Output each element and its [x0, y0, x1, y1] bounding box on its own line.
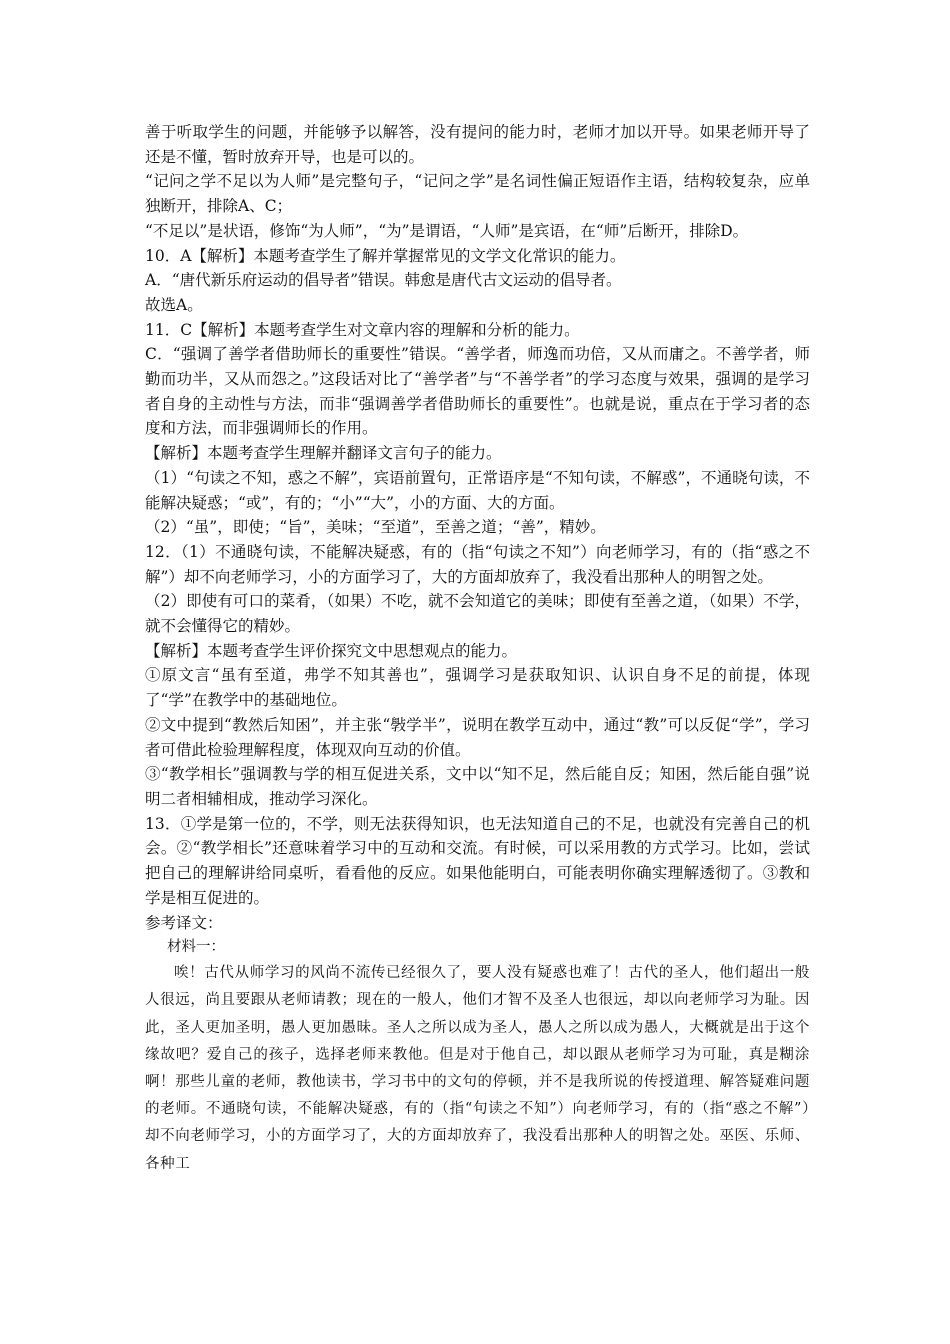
- answer-paragraph: C．“强调了善学者借助师长的重要性”错误。“善学者，师逸而功倍，又从而庸之。不善学者，师勤而功半，又从而怨之。”这段话对比了“善学者”与“不善学者”的学习态度与效果，强调的是学习者自身的主动性与方法，而非“强调善学者借助师长的重要性”。也就是说，重点在于学习者的态度和方法，而非强调师长的作用。: [145, 345, 810, 438]
- answer-section: [145, 120, 810, 911]
- answer-paragraph: 12．（1）不通晓句读，不能解决疑惑，有的（指“句读之不知”）向老师学习，有的（指“惑之不解”）却不向老师学习，小的方面学习了，大的方面却放弃了，我没看出那种人的明智之处。: [145, 542, 810, 586]
- answer-paragraph: （2）即使有可口的菜肴，（如果）不吃，就不会知道它的美味；即使有至善之道，（如果）不学，就不会懂得它的精妙。: [145, 592, 810, 636]
- answer-paragraph: A．“唐代新乐府运动的倡导者”错误。韩愈是唐代古文运动的倡导者。: [145, 271, 622, 290]
- answer-paragraph: 【解析】本题考查学生评价探究文中思想观点的能力。: [145, 641, 518, 660]
- answer-paragraph: 【解析】本题考查学生理解并翻译文言句子的能力。: [145, 444, 502, 463]
- answer-paragraph: ②文中提到“教然后知困”，并主张“斅学半”，说明在教学互动中，通过“教”可以反促“学”，学习者可借此检验理解程度，体现双向互动的价值。: [145, 715, 810, 759]
- page-content: [145, 120, 810, 1178]
- answer-paragraph: 10．A【解析】本题考查学生了解并掌握常见的文学文化常识的能力。: [145, 246, 626, 265]
- answer-paragraph: ①原文言“虽有至道，弗学不知其善也”，强调学习是获取知识、认识自身不足的前提，体现了“学”在教学中的基础地位。: [145, 666, 810, 710]
- answer-paragraph: ③“教学相长”强调教与学的相互促进关系，文中以“知不足，然后能自反；知困，然后能自强”说明二者相辅相成，推动学习深化。: [145, 765, 810, 808]
- answer-paragraph: （2）“虽”，即使；“旨”，美味；“至道”，至善之道；“善”，精妙。: [145, 518, 606, 537]
- answer-paragraph: （1）“句读之不知，惑之不解”，宾语前置句，正常语序是“不知句读，不解惑”，不通晓句读，不能解决疑惑；“或”，有的；“小”“大”，小的方面、大的方面。: [145, 468, 810, 512]
- answer-paragraph: 故选A。: [145, 295, 203, 314]
- answer-paragraph: 13．①学是第一位的，不学，则无法获得知识，也无法知道自己的不足，也就没有完善自己的机会。②“教学相长”还意味着学习中的互动和交流。有时候，可以采用教的方式学习。比如，尝试把自己的理解讲给同桌听，看看他的反应。如果他能明白，可能表明你确实理解透彻了。③教和学是相互促进的。: [145, 814, 810, 907]
- answer-paragraph: “记问之学不足以为人师”是完整句子，“记问之学”是名词性偏正短语作主语，结构较复杂，应单独断开，排除A、C；: [145, 172, 810, 216]
- answer-paragraph: “不足以”是状语，修饰“为人师”，“为”是谓语，“人师”是宾语，在“师”后断开，排除D。: [145, 221, 749, 240]
- answer-paragraph: 善于听取学生的问题，并能够予以解答，没有提问的能力时，老师才加以开导。如果老师开导了还是不懂，暂时放弃开导，也是可以的。: [145, 123, 810, 166]
- material-title: 材料一：: [167, 939, 225, 956]
- answer-paragraph: 11．C【解析】本题考查学生对文章内容的理解和分析的能力。: [145, 320, 580, 339]
- translation-label: 参考译文：: [145, 913, 223, 932]
- translation-paragraph: 唉！古代从师学习的风尚不流传已经很久了，要人没有疑惑也难了！古代的圣人，他们超出一般人很远，尚且要跟从老师请教；现在的一般人，他们才智不及圣人也很远，却以向老师学习为耻。因此，圣人更加圣明，愚人更加愚昧。圣人之所以成为圣人，愚人之所以成为愚人，大概就是出于这个缘故吧？爱自己的孩子，选择老师来教他。但是对于他自己，却以跟从老师学习为可耻，真是糊涂啊！那些儿童的老师，教他读书，学习书中的文句的停顿，并不是我所说的传授道理、解答疑难问题的老师。不通晓句读，不能解决疑惑，有的（指“句读之不知”）向老师学习，有的（指“惑之不解”）却不向老师学习，小的方面学习了，大的方面却放弃了，我没看出那种人的明智之处。巫医、乐师、各种工: [145, 965, 810, 1172]
